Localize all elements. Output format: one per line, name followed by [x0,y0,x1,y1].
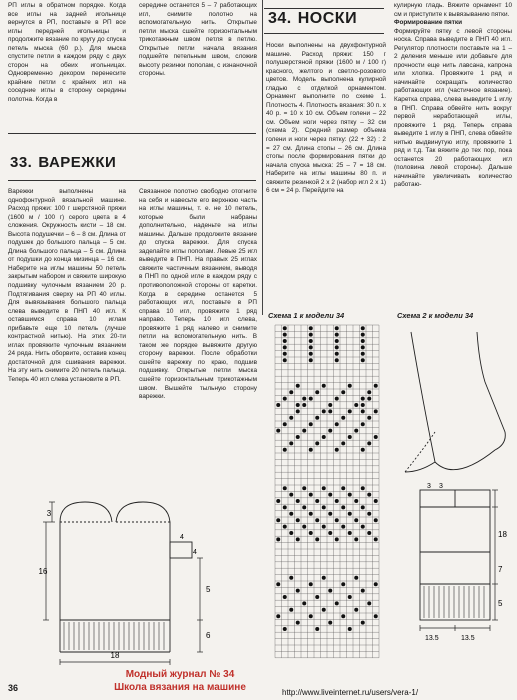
mittens-heading-rule [8,180,256,181]
chart-stitch-mark [354,403,358,407]
chart-stitch-mark [283,333,287,337]
chart-stitch-mark [361,505,365,509]
chart-stitch-mark [315,627,319,631]
chart-stitch-mark [361,326,365,330]
chart-stitch-mark [315,390,319,394]
chart-stitch-mark [335,601,339,605]
sock-dim-13-5b: 13.5 [461,635,475,642]
chart-stitch-mark [367,531,371,535]
chart-stitch-mark [341,486,345,490]
socks-heading-rule-top [264,8,384,9]
chart-stitch-mark [315,595,319,599]
chart-stitch-mark [309,448,313,452]
chart-stitch-mark [322,608,326,612]
chart-stitch-mark [341,582,345,586]
chart-stitch-mark [354,518,358,522]
socks-number: 34. [268,10,292,27]
chart-stitch-mark [276,429,280,433]
chart-stitch-mark [348,384,352,388]
chart-stitch-mark [296,589,300,593]
socks-heading-rule [264,33,384,34]
chart-stitch-mark [296,518,300,522]
chart-stitch-mark [296,621,300,625]
mitten-dim-3: 3 [46,509,52,518]
chart-stitch-mark [309,397,313,401]
chart-stitch-mark [296,384,300,388]
chart-stitch-mark [283,595,287,599]
chart-stitch-mark [289,390,293,394]
chart-stitch-mark [354,499,358,503]
chart-stitch-mark [348,435,352,439]
chart-stitch-mark [283,358,287,362]
chart-stitch-mark [335,397,339,401]
chart-stitch-mark [374,518,378,522]
chart-stitch-mark [328,493,332,497]
chart-stitch-mark [328,403,332,407]
section-divider [8,133,256,134]
chart-stitch-mark [348,493,352,497]
page-number: 36 [8,683,19,693]
chart-stitch-mark [322,384,326,388]
chart-stitch-mark [322,435,326,439]
chart-stitch-mark [361,345,365,349]
chart-stitch-mark [309,422,313,426]
mittens-heading [10,154,116,171]
chart-stitch-mark [374,435,378,439]
chart-stitch-mark [289,608,293,612]
chart-stitch-mark [302,505,306,509]
chart-stitch-mark [283,339,287,343]
chart-stitch-mark [276,582,280,586]
chart-stitch-mark [302,429,306,433]
chart-stitch-mark [361,397,365,401]
chart-stitch-mark [361,486,365,490]
chart-stitch-mark [289,531,293,535]
sock-dim-3a: 3 [427,483,431,490]
chart-stitch-mark [367,601,371,605]
chart-stitch-mark [354,576,358,580]
chart-stitch-mark [348,627,352,631]
chart-stitch-mark [289,493,293,497]
chart-stitch-mark [289,576,293,580]
chart-stitch-mark [302,486,306,490]
chart-stitch-mark [309,339,313,343]
chart-stitch-mark [335,358,339,362]
chart-stitch-mark [322,576,326,580]
chart-stitch-mark [322,525,326,529]
chart-stitch-mark [367,493,371,497]
chart-stitch-mark [361,333,365,337]
chart-stitch-mark [302,397,306,401]
chart-stitch-mark [367,416,371,420]
chart-stitch-mark [328,531,332,535]
sock-dim-13-5a: 13.5 [425,635,439,642]
chart-stitch-mark [309,326,313,330]
chart-stitch-mark [322,505,326,509]
chart-stitch-mark [302,403,306,407]
mittens-number: 33. [10,154,33,171]
chart-stitch-mark [335,518,339,522]
chart-stitch-mark [335,448,339,452]
mitten-dim-16: 16 [38,567,48,576]
chart-stitch-mark [315,518,319,522]
top-text-col1: РП иглы в обратном порядке. Когда все иглы на задней игольнице вернутся в РП, поставьте в РП все иглы передней игольницы и продолжите вязание по кругу до спуска петель мыска (60 р.). Для мыска спустите петли в каждом ряду с двух сторон на обеих игольницах. Одновременно декором перенесите крайние петли с крайних игл на соседние иглы в сторону середины полотна. Когда в [8,2,126,104]
chart-stitch-mark [367,390,371,394]
chart-stitch-mark [309,493,313,497]
chart-stitch-mark [296,499,300,503]
sock-dim-18: 18 [498,530,507,539]
chart-stitch-mark [309,333,313,337]
chart-stitch-mark [276,537,280,541]
chart-stitch-mark [315,537,319,541]
chart-stitch-mark [341,525,345,529]
mitten-dim-5: 5 [206,585,211,594]
mittens-text-col2: Связанное полотно свободно отогните на себя и навесьте его верхнюю часть на иглы машины, т. е. не 10 петель, которые были набраны дополнительно, наденьте на иглы машины. Дальше продолжите вязание до спуска варежки. Для спуска заделайте иглы пополам. Левые 25 игл выведите в ПНП. На правых 25 иглах свяжите частичным вязанием, выводя в ПНП по одной игле в каждом ряду с противоположной стороны от каретки. Когда в середине останется 5 работающих игл, поставьте в РП справа 10 игл, провяжите 1 ряд направо. Теперь 10 игл слева, провяжите 1 ряд налево и снимите петли на вспомогательную нить. В таком же порядке вывяжите другую сторону варежки. После обработки сшейте варежку по краю, подшив подшивку. Открытые петли мыска сшейте горизонтальным трикотажным швом. Вышейте тыльную сторону варежки. [139,188,257,401]
scheme2-caption: Схема 2 к модели 34 [397,311,474,320]
chart-stitch-mark [283,486,287,490]
chart-stitch-mark [335,352,339,356]
chart-stitch-mark [374,614,378,618]
chart-stitch-mark [335,333,339,337]
chart-stitch-mark [289,441,293,445]
chart-stitch-mark [374,409,378,413]
mitten-schematic [40,492,260,667]
chart-stitch-mark [361,525,365,529]
scheme1-caption: Схема 1 к модели 34 [268,311,345,320]
heel-subheading: Формирование пятки [394,19,463,27]
chart-stitch-mark [374,582,378,586]
chart-stitch-mark [335,339,339,343]
chart-stitch-mark [348,595,352,599]
chart-stitch-mark [361,409,365,413]
chart-stitch-mark [302,525,306,529]
chart-stitch-mark [283,397,287,401]
chart-stitch-mark [335,499,339,503]
mitten-dim-18: 18 [110,651,120,660]
chart-stitch-mark [361,422,365,426]
chart-stitch-mark [309,345,313,349]
sock-dim-7: 7 [498,565,503,574]
chart-stitch-mark [354,608,358,612]
chart-stitch-mark [354,429,358,433]
sock-schematic [395,322,515,672]
mitten-dim-6: 6 [206,631,211,640]
chart-stitch-mark [328,512,332,516]
chart-stitch-mark [302,601,306,605]
sock-dim-3b: 3 [439,483,443,490]
chart-stitch-mark [341,416,345,420]
mitten-dim-4a: 4 [180,534,184,541]
socks-text-col2: кулирную гладь. Вяжите орнамент 10 см и приступите к вывязыванию пятки. Формирование пятки Формируйте пятку с левой стороны носка. Справа выведите в ПНП 40 игл. Регулятор плотности поставьте на 1 – 2 деления меньше или добавьте для прочности еще нить лавсана, капрона или хлопка. Провяжите 1 ряд и начинайте сокращать количество работающих игл (частичное вязание). Каретка справа, слева выведите 1 иглу в ПНП. Справа обвейте нить вокруг первой неработающей иглы, провяжите 1 ряд. Теперь справа выведите 1 иглу в ПНП, слева обвейте нитью выдвинутую иглу, провяжите 1 ряд и т.д. Так вяжите до тех пор, пока останется 20 работающих игл (половина левой стороны). Дальше начинайте увеличивать количество работаю- [394,2,512,189]
column-divider [262,0,263,315]
chart-stitch-mark [322,486,326,490]
chart-stitch-mark [341,390,345,394]
chart-stitch-mark [309,352,313,356]
chart-stitch-mark [315,441,319,445]
chart-stitch-mark [361,358,365,362]
chart-stitch-mark [341,505,345,509]
chart-stitch-mark [315,499,319,503]
chart-stitch-mark [276,499,280,503]
chart-stitch-mark [283,345,287,349]
mittens-title: ВАРЕЖКИ [38,154,117,171]
chart-stitch-mark [367,441,371,445]
chart-stitch-mark [341,441,345,445]
chart-stitch-mark [283,326,287,330]
mittens-text-col1: Варежки выполнены на однофонтурной вязальной машине. Расход пряжи: 100 г шерстяной пряжи (1600 м / 100 г) серого цвета в 4 сложения. Окружность кисти – 18 см. Высота подушечки – 6 – 8 см. Длина от подушек до большого пальца – 5 см. Длина большого пальца – 5 см. Длина от подушки до конца мизинца – 16 см. Наберите на иглы машины 50 петель закрытым набором и свяжите широкую подшивку чулочным вязанием 20 р. Подтягивания сверху на РП 40 иглы. Для вывязывания большого пальца слева выведите в ПНП 40 игл. К оставшимся справа 10 иглам прибавьте еще 10 петель (лучше контрастной нитью). На этих 20-ти иглах провяжите чулочным вязанием 24 ряда. Нить оборвите, оставив конец достаточной для сшивания варежки. На эту нить снимите 20 петель пальца. Теперь 40 игл слева установите в РП. [8,188,126,384]
chart-stitch-mark [296,537,300,541]
chart-stitch-mark [322,409,326,413]
top-text-col2: середине останется 5 – 7 работающих игл, снимите полотно на вспомогательную нить. Открытые петли мыска сшейте горизонтальным трикотажным швом петля в петлю. Открытые петли начала вязания подшейте петельным швом, сложив высоту резинки пополам, с изнаночной стороны. [139,2,257,78]
chart-stitch-mark [309,531,313,535]
chart-stitch-mark [348,531,352,535]
chart-stitch-mark [348,409,352,413]
chart-stitch-mark [283,422,287,426]
chart-stitch-mark [328,589,332,593]
chart-stitch-mark [335,537,339,541]
chart-stitch-mark [348,512,352,516]
chart-stitch-mark [374,384,378,388]
chart-stitch-mark [283,505,287,509]
chart-stitch-mark [374,537,378,541]
chart-stitch-mark [315,416,319,420]
chart-stitch-mark [283,448,287,452]
chart-stitch-mark [341,614,345,618]
socks-title: НОСКИ [297,10,358,27]
chart-stitch-mark [335,326,339,330]
chart-stitch-mark [328,409,332,413]
chart-stitch-mark [361,448,365,452]
chart-stitch-mark [335,422,339,426]
socks-text-col1: Носки выполнены на двухфонтурной машине. Расход пряжи: 150 г полушерстяной пряжи (1600 м / 100 г) красного, желтого и светло-розового цветов. Модель выполнена кулирной гладью с отделкой орнаментом. Орнамент выполните по схеме 1. Плотность 4. Плотность вязания: 30 п. х 40 р. = 10 х 10 см. Объем голени – 22 см. Объем ноги через пятку – 32 см (схема 2). Средний размер объема голени и ноги через пятку: (22 + 32) : 2 = 27 см. Длина стопы – 26 см. Длина стопы после формирования пятки до начала спуска мыска: 25 – 7 = 18 см. Наберите на иглы машины 80 п. и свяжите резинкой 2 х 2 (набор игл 2 х 1) 6 см = 24 р. Перейдите на [266,42,386,195]
socks-heading [268,10,357,28]
chart-stitch-mark [328,429,332,433]
chart-stitch-mark [276,614,280,618]
chart-stitch-mark [328,621,332,625]
chart-stitch-mark [309,614,313,618]
chart-stitch-mark [289,512,293,516]
chart-stitch-mark [354,537,358,541]
chart-stitch-mark [374,499,378,503]
chart-stitch-mark [309,358,313,362]
chart-stitch-mark [361,403,365,407]
scheme1-chart [273,323,383,665]
chart-stitch-mark [361,589,365,593]
sock-dim-5: 5 [498,599,503,608]
source-url: http://www.liveinternet.ru/users/vera-1/ [282,688,419,697]
chart-stitch-mark [309,512,313,516]
chart-stitch-mark [361,621,365,625]
chart-stitch-mark [276,518,280,522]
chart-stitch-mark [283,627,287,631]
magazine-title: Модный журнал № 34 [125,669,235,680]
chart-stitch-mark [309,582,313,586]
chart-stitch-mark [335,345,339,349]
chart-stitch-mark [367,397,371,401]
chart-stitch-mark [289,416,293,420]
chart-stitch-mark [296,409,300,413]
chart-stitch-mark [283,352,287,356]
magazine-subtitle: Школа вязания на машине [114,682,246,693]
mitten-dim-4b: 4 [193,549,197,556]
chart-stitch-mark [361,339,365,343]
chart-stitch-mark [296,435,300,439]
chart-stitch-mark [283,525,287,529]
chart-stitch-mark [367,512,371,516]
chart-stitch-mark [276,403,280,407]
chart-stitch-mark [361,352,365,356]
chart-stitch-mark [296,403,300,407]
